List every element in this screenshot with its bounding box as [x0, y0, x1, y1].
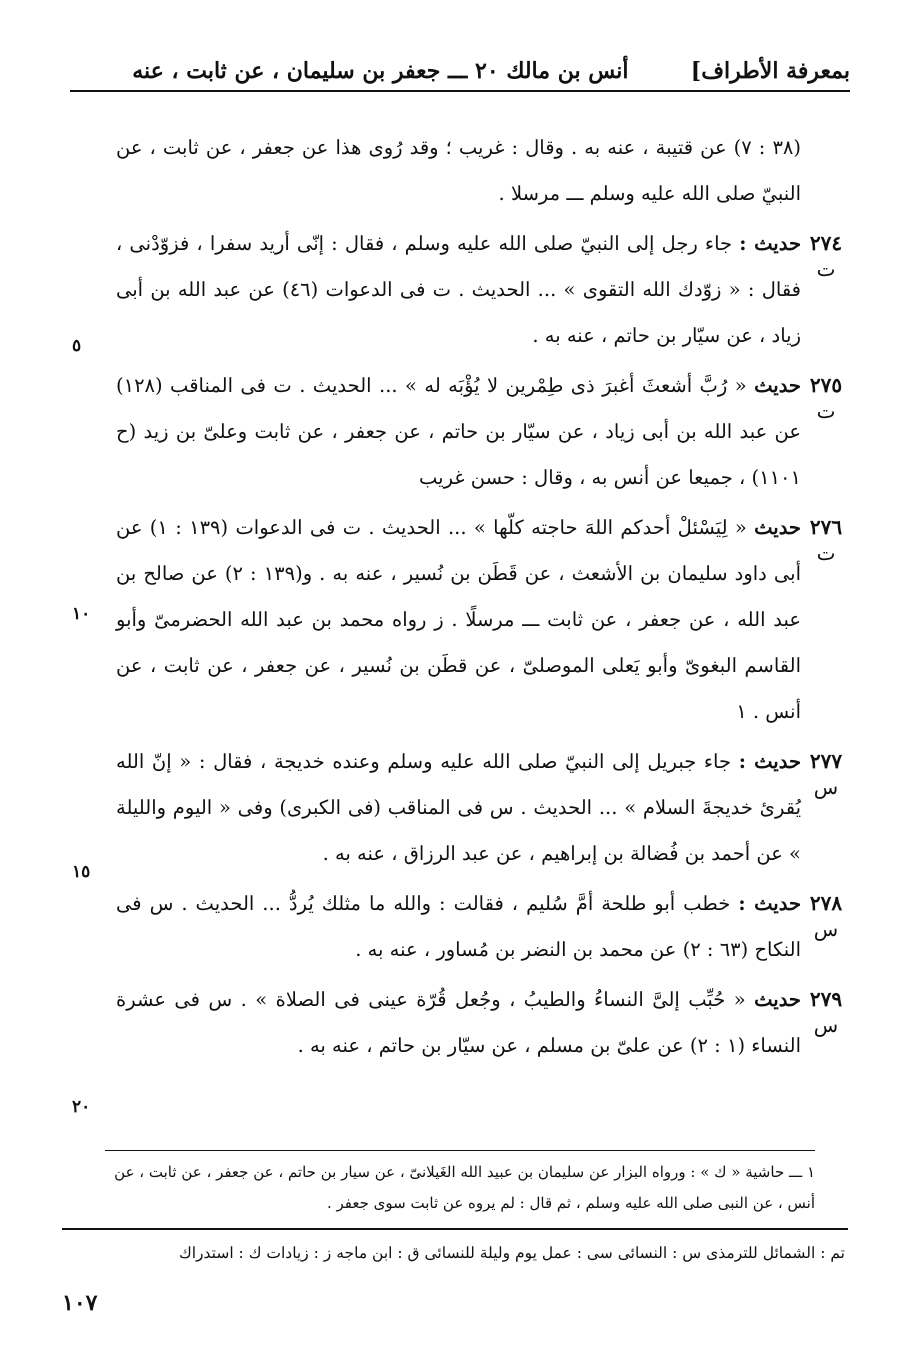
entry-lead: حديث : [738, 892, 802, 915]
entry-lead: حديث [754, 516, 801, 539]
entry-number-col [801, 505, 851, 735]
entry-number-col [801, 977, 851, 1069]
hadith-entry [116, 505, 851, 735]
continuation-paragraph [116, 125, 851, 217]
footnote: ١ ـــ حاشية « ك » : ورواه البزار عن سليمان بن عبيد الله الغَيلانىّ ، عن سيار بن حاتم ، عن جعفر ، عن ثابت ، عن أنس ، عن النبى صلى الله عليه وسلم ، ثم قال : لم يروه عن ثابت سوى جعفر . [114, 1163, 815, 1212]
margin-line-number: ١٠ [72, 604, 91, 624]
entry-number-col [801, 739, 851, 877]
abbreviation-legend: تم : الشمائل للترمذى س : النسائى سى : عمل يوم وليلة للنسائى ق : ابن ماجه ز : زيادات ك : استدراك [178, 1244, 845, 1262]
entry-number: ٢٧٦ [809, 515, 843, 539]
hadith-entry [116, 739, 851, 877]
entry-sigla: س [813, 1013, 839, 1037]
margin-line-number: ١٥ [72, 862, 91, 882]
entry-sigla: ت [816, 541, 836, 565]
margin-line-number: ٥ [72, 336, 82, 356]
entry-body [116, 363, 801, 501]
entry-text: جاء رجل إلى النبيّ صلى الله عليه وسلم ، فقال : إنّى أريد سفرا ، فزوّدْنى ، فقال : « زوّدك الله التقوى » ... الحديث . ت فى الدعوات (٤٦) عن عبد الله بن أبى زياد ، عن سيّار بن حاتم ، عنه به . [116, 232, 801, 347]
hadith-entry [116, 977, 851, 1069]
entry-lead: حديث [754, 988, 801, 1011]
entry-body [116, 505, 801, 735]
hadith-entry [116, 221, 851, 359]
entry-text: جاء جبريل إلى النبيّ صلى الله عليه وسلم وعنده خديجة ، فقال : « إنّ الله يُقرئ خديجةَ السلام » ... الحديث . س فى المناقب (فى الكبرى) وفى « اليوم والليلة » عن أحمد بن فُضالة بن إبراهيم ، عن عبد الرزاق ، عنه به . [116, 750, 801, 865]
entry-lead: حديث : [739, 232, 801, 255]
entries-column [116, 125, 851, 1073]
entry-body [116, 221, 801, 359]
running-header [70, 40, 850, 92]
entry-lead: حديث : [738, 750, 801, 773]
margin-line-number: ٢٠ [72, 1097, 91, 1117]
entry-body [116, 739, 801, 877]
hadith-entry [116, 881, 851, 973]
legend-separator [62, 1228, 848, 1230]
entry-lead: حديث [754, 374, 801, 397]
entry-sigla: ت [816, 399, 836, 423]
entry-text: « رُبَّ أشعثَ أغبرَ ذى طِمْرين لا يُؤْبَه له » ... الحديث . ت فى المناقب (١٢٨) عن عبد الله بن أبى زياد ، عن سيّار بن حاتم ، عن جعفر ، عن ثابت وعلىّ بن زيد (ح ١١٠١) ، جميعا عن أنس به ، وقال : حسن غريب [116, 374, 801, 489]
entry-number-col [801, 881, 851, 973]
hadith-entry [116, 363, 851, 501]
entry-text: خطب أبو طلحة أمَّ سُليم ، فقالت : والله ما مثلك يُردُّ ... الحديث . س فى النكاح (٦٣ : ٢) عن محمد بن النضر بن مُساور ، عنه به . [116, 892, 801, 961]
entry-number: ٢٧٧ [809, 749, 843, 773]
footnote-separator [105, 1150, 815, 1151]
entry-text: « لِيَسْئلْ أحدكم اللهَ حاجته كلّها » ... الحديث . ت فى الدعوات (١٣٩ : ١) عن أبى داود سليمان بن الأشعث ، عن قَطَن بن نُسير ، عنه به . و(١٣٩ : ٢) عن صالح بن عبد الله ، عن جعفر ، عن ثابت ـــ مرسلًا . ز رواه محمد بن عبد الله الحضرمىّ وأبو القاسم البغوىّ وأبو يَعلى الموصلىّ ، عن قطَن بن نُسير ، عن جعفر ، عن ثابت ، عن أنس . ١ [116, 516, 802, 723]
entry-number-col [801, 221, 851, 359]
entry-number-col [801, 363, 851, 501]
header-chapter-title: أنس بن مالك ٢٠ ـــ جعفر بن سليمان ، عن ثابت ، عنه [132, 58, 629, 84]
entry-number: ٢٧٩ [809, 987, 843, 1011]
entry-body [116, 881, 801, 973]
entry-sigla: س [813, 775, 839, 799]
page-number: ١٠٧ [62, 1290, 98, 1316]
entry-sigla: ت [816, 257, 836, 281]
continuation-text: (٣٨ : ٧) عن قتيبة ، عنه به . وقال : غريب ؛ وقد رُوى هذا عن جعفر ، عن ثابت ، عن النبيّ صلى الله عليه وسلم ـــ مرسلا . [116, 136, 802, 205]
entry-number: ٢٧٨ [809, 891, 843, 915]
entry-text: « حُبِّب إلىَّ النساءُ والطيبُ ، وجُعل قُرّة عينى فى الصلاة » . س فى عشرة النساء (١ : ٢) عن علىّ بن مسلم ، عن سيّار بن حاتم ، عنه به . [116, 988, 801, 1057]
entry-body [116, 977, 801, 1069]
entry-number: ٢٧٤ [809, 231, 843, 255]
header-section-title: بمعرفة الأطراف] [690, 58, 850, 84]
entry-sigla: س [813, 917, 839, 941]
entry-number: ٢٧٥ [809, 373, 843, 397]
